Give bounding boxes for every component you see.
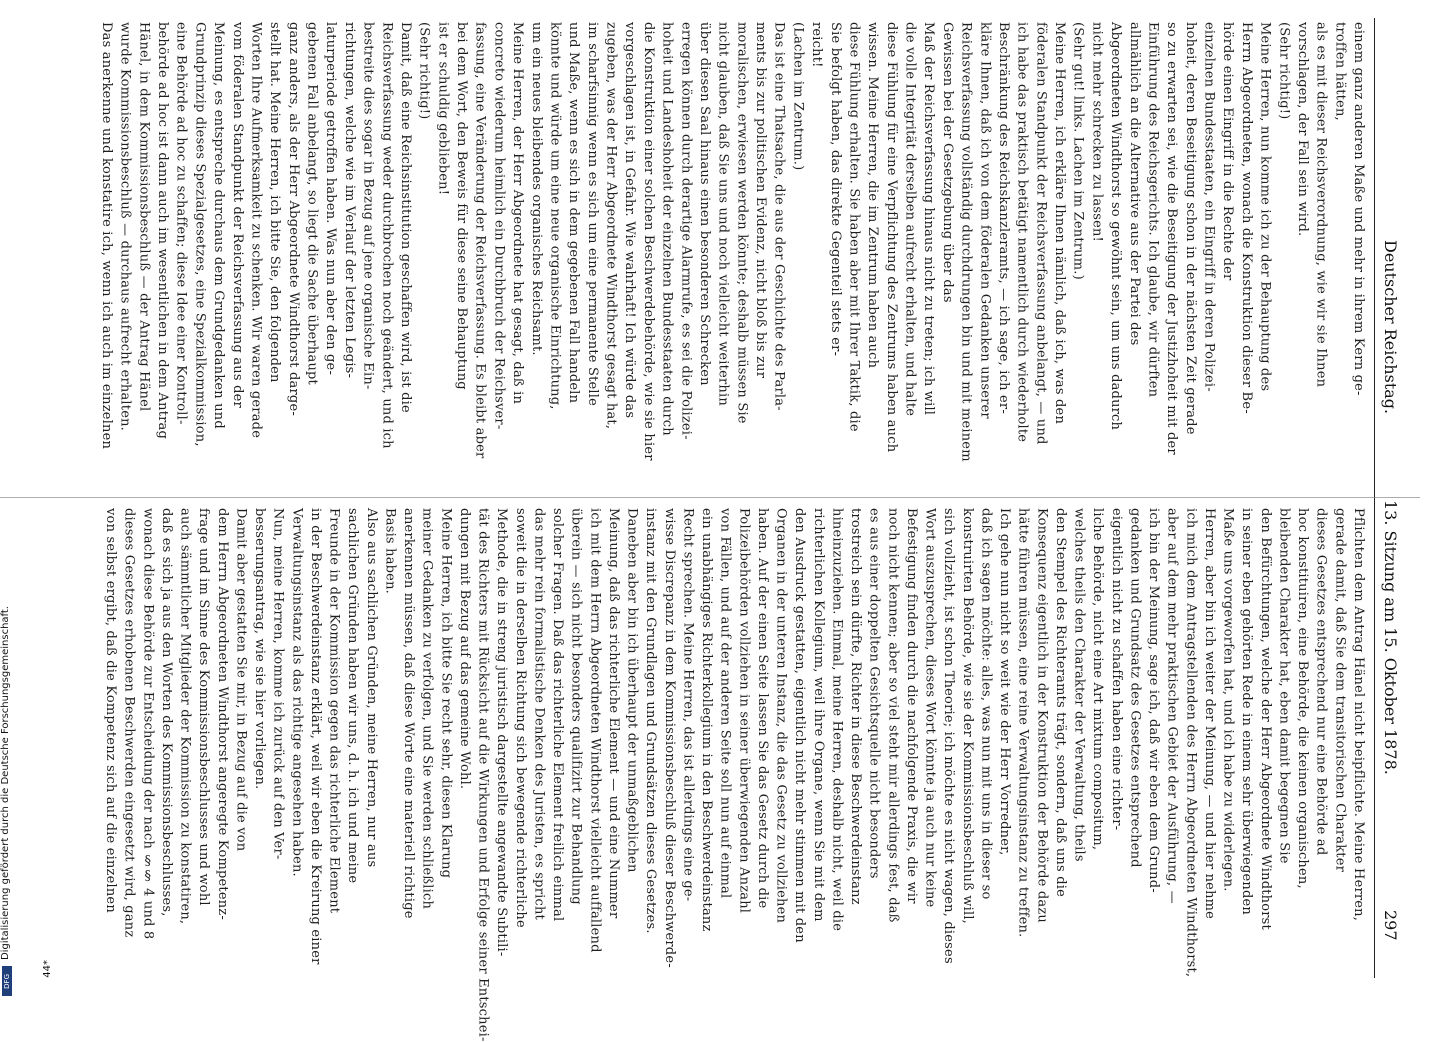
text-line: von selbst ergibt, daß die Kompetenz sich auf die einzelnen [103, 508, 118, 913]
text-line: wissen. Meine Herren, die im Zentrum haben auch [865, 22, 881, 369]
text-line: Methode, die in streng juristisch dargestellte angewandte Subtili- [494, 508, 510, 957]
text-line: eine Behörde ad hoc zu schaffen; diese Idee einer Kontroll- [173, 22, 189, 425]
text-line: ein unabhängiges Richterkollegium in den Beschwerdeinstanz [699, 508, 715, 932]
text-line: in der Beschwerdeinstanz erklärt, weil wir eben die Kreirung einer [307, 508, 323, 965]
text-line: troffen hätten, [1332, 22, 1348, 121]
text-line: Das anerkenne und konstatire ich, wenn ich auch im einzelnen [99, 22, 114, 450]
text-line: richterlichen Kollegium, weil ihre Organe, wenn Sie mit dem [810, 508, 826, 922]
text-line: Das ist eine Thatsache, die aus der Geschichte des Parla- [771, 22, 787, 411]
text-line: Abgeordneten Windthorst so gewöhnt sein, um uns dadurch [1108, 22, 1124, 431]
text-line: trostreich sein dürfte, Richter in diese Beschwerdeinstanz [848, 508, 864, 905]
text-line: Meinung, es entspreche durchaus dem Grundgedanken und [211, 22, 227, 429]
text-line: vorschlagen, der Fall sein wird. [1294, 22, 1310, 237]
text-line: Verwaltungsinstanz als das richtige angesehen haben. [289, 508, 305, 877]
text-line: den Ausdruck gestatten, eigentlich nicht mehr stimmen mit den [792, 508, 808, 943]
text-line: Hänel, in dem Kommissionsbeschluß — der Antrag Hänel [136, 22, 152, 412]
text-line: bestreite dies sogar in Bezug auf jene organische Ein- [360, 22, 376, 390]
text-line: könnte und würde um eine neue organische Einrichtung, [547, 22, 563, 410]
text-line: in seiner eben gehörten Rede in einem sehr überwiegenden [1239, 508, 1255, 915]
text-line: besserungsantrag, wie sie hier vorliegen. [252, 508, 267, 790]
text-line: Maß der Reichsverfassung hinaus nicht zu treten; ich will [921, 22, 937, 416]
text-line: hörde einen Eingriff in die Rechte der [1220, 22, 1236, 281]
text-line: hoheit und Landeshoheit der einzelnen Bundesstaaten durch [659, 22, 675, 436]
text-line: ments bis zur politischen Evidenz, nicht bloß bis zur [753, 22, 769, 379]
text-line: Konsequenz eigentlich in der Konstruktion der Behörde dazu [1034, 508, 1050, 923]
text-line: bleibenden Charakter hat, eben damit begegnen Sie [1276, 508, 1292, 864]
text-line: Freunde in der Kommission gegen das richterliche Element [326, 508, 342, 914]
text-line: ich mich dem Antragstellenden des Herrn Abgeordneten Windthorst, [1183, 508, 1199, 978]
text-line: (Lachen im Zentrum.) [790, 22, 806, 171]
text-line: daß ich sagen möchte: alles, was nun mit uns in dieser so [978, 508, 994, 900]
text-line: Sie befolgt haben, das direkte Gegenteil stets er- [827, 22, 843, 357]
text-line: die Konstruktion einer solchen Beschwerdebehörde, wie sie hier [640, 22, 656, 461]
header-rule [1374, 18, 1375, 978]
text-line: solcher Fragen. Daß das richterliche Element freilich einmal [550, 508, 566, 922]
text-line: hineinzuziehen. Einmal, meine Herren, deshalb nicht, weil die [829, 508, 845, 932]
text-line: über diesen Saal hinaus einen besonderen Schrecken [696, 22, 712, 386]
text-line: so zu erwarten sei, wie die Beseitigung der Justizhoheit mit der [1164, 22, 1180, 455]
text-line: ich habe das praktisch betätigt namentlich durch wiederholte [1014, 22, 1030, 443]
text-line: nicht glauben, daß Sie uns und noch vielleicht weiterhin [715, 22, 731, 406]
text-line: sachlichen Gründen haben wir uns, d. h. ich und meine [345, 508, 361, 884]
text-line: gedanken und Grundsatz des Gesetzes entsprechend [1127, 508, 1143, 868]
text-line: Also aus sachlichen Gründen, meine Herren, nur aus [363, 508, 379, 868]
text-line: haben. Auf der einen Seite lassen Sie das Gesetz durch die [754, 508, 770, 909]
text-line: konstruirten Behörde, wie sie der Kommissionsbeschluß will, [959, 508, 975, 925]
text-line: fassung, eine Veränderung der Reichsverfassung. Es bleibt aber [472, 22, 488, 459]
text-line: diese Fühlung erhalten. Sie haben aber mit Ihrer Taktik, die [846, 22, 862, 432]
text-line: dem Herrn Abgeordneten Windthorst angeregte Kompetenz- [214, 508, 230, 920]
text-line: moralischen, erwiesen werden könnte; deshalb müssen Sie [734, 22, 750, 424]
text-line: liche Behörde, nicht eine Art mixtum compositum, [1090, 508, 1106, 851]
text-line: Polizeibehörden vollziehen in seiner überwiegenden Anzahl [736, 508, 752, 914]
text-line: aber auf dem mehr praktischen Gebiet der Ausführung, — [1164, 508, 1180, 904]
text-line: Herrn Abgeordneten, wonach die Konstruktion dieser Be- [1238, 22, 1254, 414]
text-line: kläre Ihnen, daß ich von dem föderalen Gedanken unserer [977, 22, 993, 419]
text-line: meiner Gedanken zu verfolgen, und Sie werden schließlich [419, 508, 435, 910]
text-line: Reichsverfassung weder durchbrochen noch geändert, und ich [379, 22, 395, 449]
text-line: concreto wiederum heimlich ein Durchbruch der Reichsver- [491, 22, 507, 430]
text-line: Damit aber gestatten Sie mir, in Bezug auf die von [233, 508, 249, 852]
text-line: stellt hat. Meine Herren, ich bitte Sie, den folgenden [267, 22, 283, 383]
text-line: wisse Discrepanz in dem Kommissionsbeschluß dieser Beschwerde- [661, 508, 677, 968]
text-line: soweit die in derselben Richtung sich bewegende richterliche [512, 508, 528, 928]
text-line: Meine Herren, nun komme ich zu der Behauptung des [1257, 22, 1273, 392]
text-line: gebenen Fall anbelangt, so liegt die Sache überhaupt [304, 22, 320, 385]
text-line: Worten Ihre Aufmerksamkeit zu schenken. Wir waren gerade [248, 22, 264, 439]
text-line: (Sehr richtig!) [416, 22, 432, 120]
text-line: dieses Gesetzes entsprechend nur eine Behörde ad [1313, 508, 1329, 856]
text-line: Nun, meine Herren, komme ich zurück auf den Ver- [270, 508, 286, 860]
text-line: ganz anders, als der Herr Abgeordnete Windthorst darge- [285, 22, 301, 416]
text-line: zugeben, was der Herr Abgeordnete Windthorst gesagt hat, [603, 22, 619, 430]
text-line: sich vollzieht, ist schon Theorie; ich möchte es nicht wagen, dieses [941, 508, 957, 964]
text-line: überein — sich nicht besonders qualifizirt zur Behandlung [568, 508, 584, 905]
text-line: richtungen, welche wie im Verlauf der letzten Legis- [341, 22, 357, 379]
text-line: Einführung des Reichsgerichts. Ich glaube, wir dürften [1145, 22, 1161, 398]
text-line: dieses Gesetzes erhobenen Beschwerden eingesetzt wird, ganz [121, 508, 137, 938]
text-line: Gewissen bei der Gesetzgebung über das [939, 22, 955, 303]
text-line: und Maße, wenn es sich in dem gegebenen Fall handeln [566, 22, 582, 404]
text-line: um ein neues bleibendes organisches Reichsamt. [528, 22, 544, 356]
text-line: Ich gehe nun nicht so weit wie der Herr Vorredner, [997, 508, 1013, 856]
text-line: diese Fühlung für eine Verpflichtung des Zentrums haben auch [883, 22, 899, 453]
text-line: instanz mit den Grundlagen und Grundsätzen dieses Gesetzes. [643, 508, 659, 934]
session-line: 13. Sitzung am 15. Oktober 1878. [1381, 500, 1400, 775]
text-line: es aus einer doppelten Gesichtsquelle nicht besonders [866, 508, 882, 879]
text-line: behörde ad hoc ist dann auch im wesentlichen in dem Antrag [155, 22, 171, 440]
text-line: föderalen Standpunkt der Reichsverfassung anbelangt, — und [1033, 22, 1049, 445]
text-line: als es mit dieser Reichsverordnung, wie wir sie Ihnen [1313, 22, 1329, 388]
digitization-note: Digitalisierung gefördert durch die Deutsche Forschungsgemeinschaft. [0, 606, 11, 961]
text-line: wurde Kommissionsbeschluß — durchaus aufrecht erhalten. [117, 22, 133, 432]
text-line: tät des Richters mit Rücksicht auf die Wirkungen und Erfolge seiner Entschei- [475, 508, 491, 1042]
text-line: das mehr rein formalistische Denken des Juristen, es spricht [531, 508, 547, 920]
text-line: daß es sich ja aus den Worten des Kommissionsbeschlusses, [158, 508, 174, 917]
text-line: Basis haben. [382, 508, 398, 594]
text-line: die volle Integrität derselben aufrecht erhalten, und halte [902, 22, 918, 417]
journal-title: Deutscher Reichstag. [1381, 240, 1400, 415]
text-line: frage und im Sinne des Kommissionsbeschlusses und wohl [196, 508, 212, 906]
text-line: ich bin der Meinung, sage ich, daß wir eben dem Grund- [1146, 508, 1162, 893]
text-line: Meine Herren, der Herr Abgeordnete hat gesagt, daß in [510, 22, 526, 405]
text-line: anerkennen müssen, daß diese Worte eine materiell richtige [401, 508, 417, 919]
column-divider [0, 497, 1420, 498]
text-line: noch nicht kennen; aber so viel steht mir allerdings fest, daß [885, 508, 901, 923]
text-line: reicht! [809, 22, 825, 68]
text-line: Wort auszusprechen, dieses Wort könnte ja auch nur keine [922, 508, 938, 908]
text-line: ich mit dem Herrn Abgeordneten Windthorst vielleicht auffallend [587, 508, 603, 953]
text-line: Beschränkung des Reichskanzleramts, — ich sage, ich er- [995, 22, 1011, 414]
text-line: gerade damit, daß Sie dem transitorischen Charakter [1332, 508, 1348, 873]
text-line: Damit, daß eine Reichsinstitution geschaffen wird, ist die [397, 22, 413, 413]
text-line: laturperiode getroffen haben. Was nun aber den ge- [323, 22, 339, 376]
text-line: Meine Herren, ich bitte Sie recht sehr, diesen Klarung [438, 508, 454, 879]
text-line: ist er schuldig geblieben! [435, 22, 451, 196]
text-line: den Befürchtungen, welche der Herr Abgeordnete Windthorst [1257, 508, 1273, 930]
text-line: Recht sprechen. Meine Herren, das ist allerdings eine ge- [680, 508, 696, 902]
text-line: dungen mit Bezug auf das gemeine Wohl. [456, 508, 472, 790]
text-line: Maße uns vorgeworfen hat, und ich habe zu widerlegen. [1220, 508, 1236, 892]
text-line: vorgeschlagen ist, in Gefahr. Wie wahrhaft! Ich würde das [622, 22, 638, 419]
text-line: im scharfsinnig wenn es sich um eine permanente Stelle [584, 22, 600, 407]
text-line: Herren, aber bin ich weiter der Meinung, — und hier nehme [1201, 508, 1217, 920]
text-line: Befestigung finden durch die nachfolgende Praxis, die wir [903, 508, 919, 904]
text-line: Organen in der unteren Instanz, die das Gesetz zu vollziehen [773, 508, 789, 924]
text-line: einem ganz anderen Maße und mehr in ihrem Kern ge- [1351, 22, 1366, 396]
text-line: Grundprinzip dieses Spezialgesetzes, eine Spezialkommission, [192, 22, 208, 447]
text-line: nicht mehr schrecken zu lassen! [1089, 22, 1105, 242]
text-line: (Sehr gut! links. Lachen im Zentrum.) [1070, 22, 1086, 280]
text-line: Meinung, daß das richterliche Element — und eine Nummer [605, 508, 621, 919]
text-line: erregen können durch derartige Alarmrufe, es sei die Polizei- [678, 22, 694, 440]
text-line: bei dem Wort, den Beweis für diese seine Behauptung [454, 22, 470, 390]
text-line: Reichsverfassung vollständig durchdrungen bin und mit meinem [958, 22, 974, 462]
text-line: eigentlich nicht zu schaffen haben eine richter- [1108, 508, 1124, 831]
text-line: Pflichten dem Antrag Hänel nicht beipflichte. Meine Herren, [1351, 508, 1366, 922]
text-line: von Fällen, und auf der anderen Seite soll nun auf einmal [717, 508, 733, 899]
signature-mark: 44* [42, 960, 53, 978]
text-line: (Sehr richtig!) [1276, 22, 1292, 120]
text-line: Meine Herren, ich erkläre Ihnen nämlich, daß ich, was den [1052, 22, 1067, 425]
text-line: einzelnen Bundesstaaten, ein Eingriff in deren Polizei- [1201, 22, 1217, 392]
text-line: welches theils den Charakter der Verwaltung, theils [1071, 508, 1087, 862]
text-line: allmählich an die Alternative aus der Partei des [1126, 22, 1142, 346]
text-line: vom föderalen Standpunkt der Reichsverfassung aus der [229, 22, 245, 408]
text-line: auch sämmtlicher Mitglieder der Kommission zu konstatiren, [177, 508, 193, 925]
text-line: Daneben aber bin ich überhaupt der unmaßgeblichen [624, 508, 640, 873]
text-line: hoc konstituiren, eine Behörde, die keinen organischen, [1295, 508, 1311, 889]
text-line: den Stempel des Richteramts trägt, sondern, daß uns die [1052, 508, 1068, 897]
text-line: hätte führen müssen, eine reine Verwaltungsinstanz zu treffen. [1015, 508, 1031, 938]
dfg-logo: DFG [2, 966, 12, 996]
text-line: hoheit, deren Beseitigung schon in der nächsten Zeit gerade [1182, 22, 1198, 435]
page-number: 297 [1381, 910, 1400, 941]
text-line: wonach diese Behörde zur Entscheidung der nach §§ 4 und 8 [140, 508, 156, 940]
